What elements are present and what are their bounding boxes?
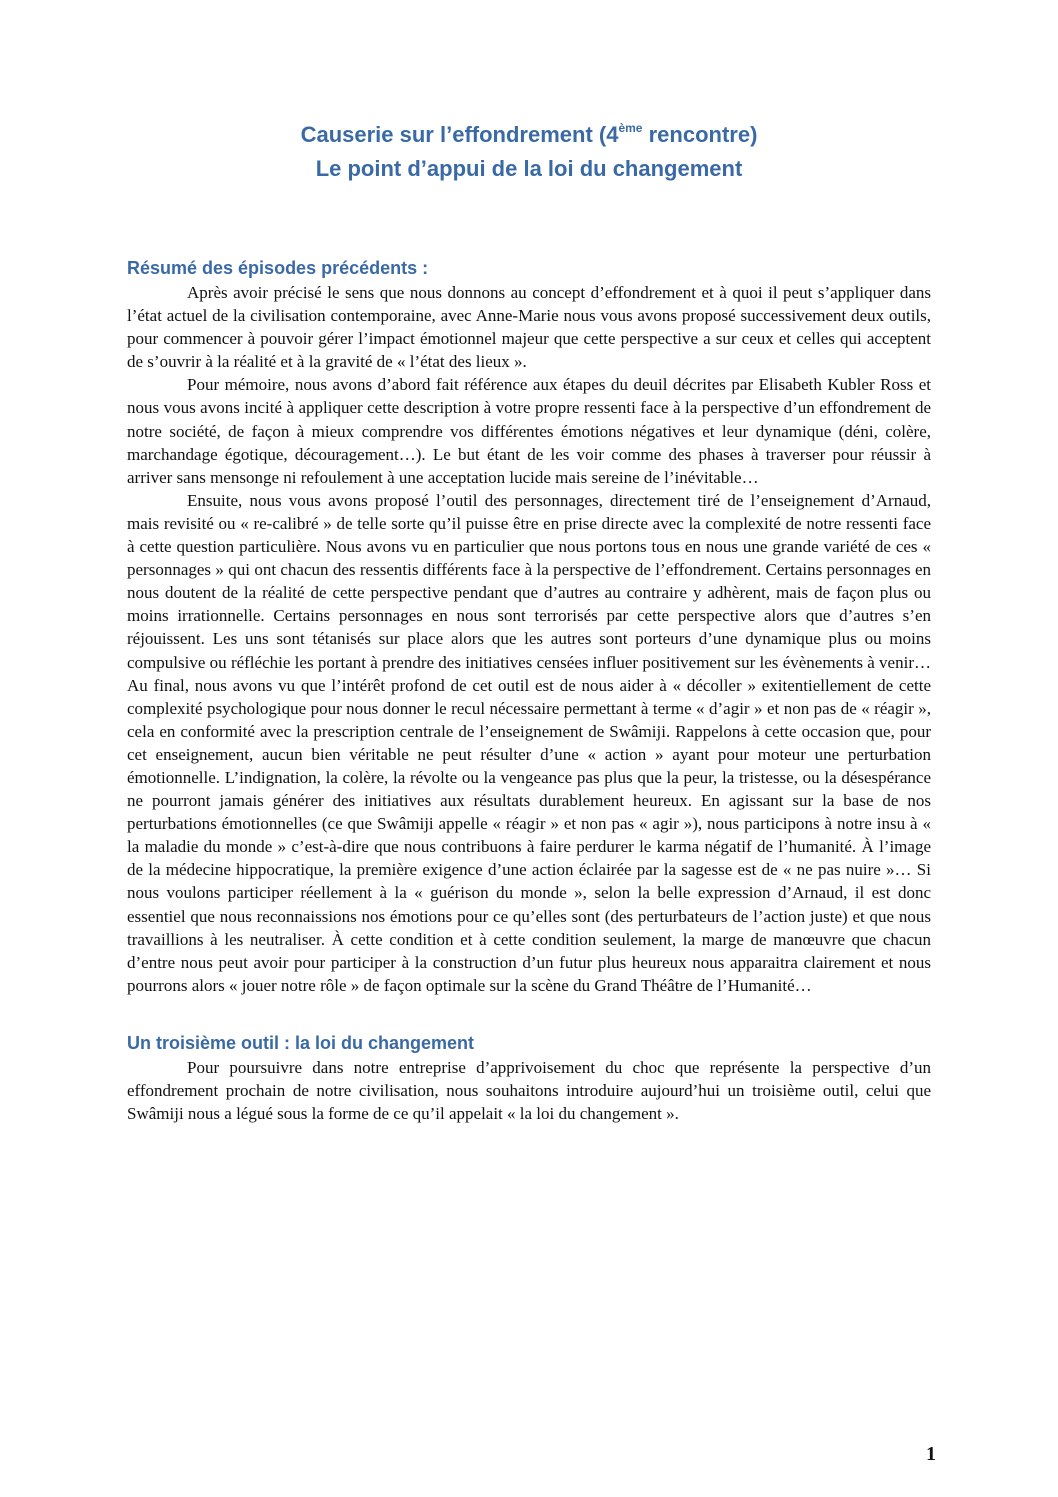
paragraph: Ensuite, nous vous avons proposé l’outil des personnages, directement tiré de l’enseignement d’Arnaud, mais revisité ou « re-calibré » de telle sorte qu’il puisse être en prise directe avec la complexité de notre ressenti face à cette question particulière. Nous avons vu en particulier que nous portons tous en nous une grande variété de ces « personnages » qui ont chacun des ressentis différents face à la perspective de l’effondrement. Certains personnages en nous doutent de la réalité de cette perspective pendant que d’autres au contraire y adhèrent, mais de façon plus ou moins irrationnelle. Certains personnages en nous sont terrorisés par cette perspective alors que d’autres s’en réjouissent. Les uns sont tétanisés sur place alors que les autres sont porteurs d’une dynamique plus ou moins compulsive ou réfléchie les portant à prendre des initiatives censées influer positivement sur les évènements à venir… Au final, nous avons vu que l’intérêt profond de cet outil est de nous aider à « décoller » exitentiellement de cette complexité psychologique pour nous donner le recul nécessaire permettant à terme « d’agir » et non pas de « réagir », cela en conformité avec la prescription centrale de l’enseignement de Swâmiji. Rappelons à cette occasion que, pour cet enseignement, aucun bien véritable ne peut résulter d’une « action » ayant pour moteur une perturbation émotionnelle. L’indignation, la colère, la révolte ou la vengeance pas plus que la peur, la tristesse, ou la désespérance ne pourront jamais générer des initiatives aux résultats durablement heureux. En agissant sur la base de nos perturbations émotionnelles (ce que Swâmiji appelle « réagir » et non pas « agir »), nous participons à notre insu à « la maladie du monde » c’est-à-dire que nous contribuons à faire perdurer le karma négatif de l’humanité. À l’image de la médecine hippocratique, la première exigence d’une action éclairée par la sagesse est de « ne pas nuire »… Si nous voulons participer réellement à la « guérison du monde », selon la belle expression d’Arnaud, il est donc essentiel que nous reconnaissions nos émotions pour ce qu’elles sont (des perturbateurs de l’action juste) et que nous travaillions à les neutraliser. À cette condition et à cette condition seulement, la marge de manœuvre que chacun d’entre nous peut avoir pour participer à la construction d’un futur plus heureux nous apparaitra clairement et nous pourrons alors « jouer notre rôle » de façon optimale sur la scène du Grand Théâtre de l’Humanité… — [127, 490, 931, 995]
title-line-2: Le point d’appui de la loi du changement — [315, 156, 743, 181]
paragraph: Après avoir précisé le sens que nous donnons au concept d’effondrement et à quoi il peut s’appliquer dans l’état actuel de la civilisation contemporaine, avec Anne-Marie nous vous avons proposé successivement deux outils, pour commencer à pouvoir gérer l’impact émotionnel majeur que cette perspective a sur ceux et celles qui acceptent de s’ouvrir à la réalité et à la gravité de « l’état des lieux ». — [127, 283, 931, 372]
title-line-1 — [0, 118, 1058, 152]
title-line-1-after: rencontre) — [642, 122, 758, 147]
title-line-1-before: Causerie sur l’effondrement (4 — [300, 122, 619, 147]
paragraph: Pour poursuivre dans notre entreprise d’apprivoisement du choc que représente la perspective d’un effondrement prochain de notre civilisation, nous souhaitons introduire aujourd’hui un troisième outil, celui que Swâmiji nous a légué sous la forme de ce qu’il appelait « la loi du changement ». — [127, 1057, 931, 1124]
section-spacer — [127, 997, 931, 1030]
title-superscript: ème — [618, 120, 643, 135]
section-heading-summary: Résumé des épisodes précédents : — [127, 258, 429, 278]
section-heading-third-tool: Un troisième outil : la loi du changement — [127, 1032, 475, 1053]
paragraph: Pour mémoire, nous avons d’abord fait référence aux étapes du deuil décrites par Elisabeth Kubler Ross et nous vous avons incité à appliquer cette description à votre propre ressenti face à la perspective d’un effondrement de notre société, de façon à mieux comprendre vos différentes émotions négatives et leur dynamique (déni, colère, marchandage égotique, découragement…). Le but étant de les voir comme des phases à traverser pour réussir à arriver sans mensonge ni refoulement à une acceptation lucide mais sereine de l’inévitable… — [127, 375, 931, 487]
document-body — [127, 255, 931, 1125]
page-number: 1 — [926, 1443, 936, 1465]
document-title — [0, 118, 1058, 186]
